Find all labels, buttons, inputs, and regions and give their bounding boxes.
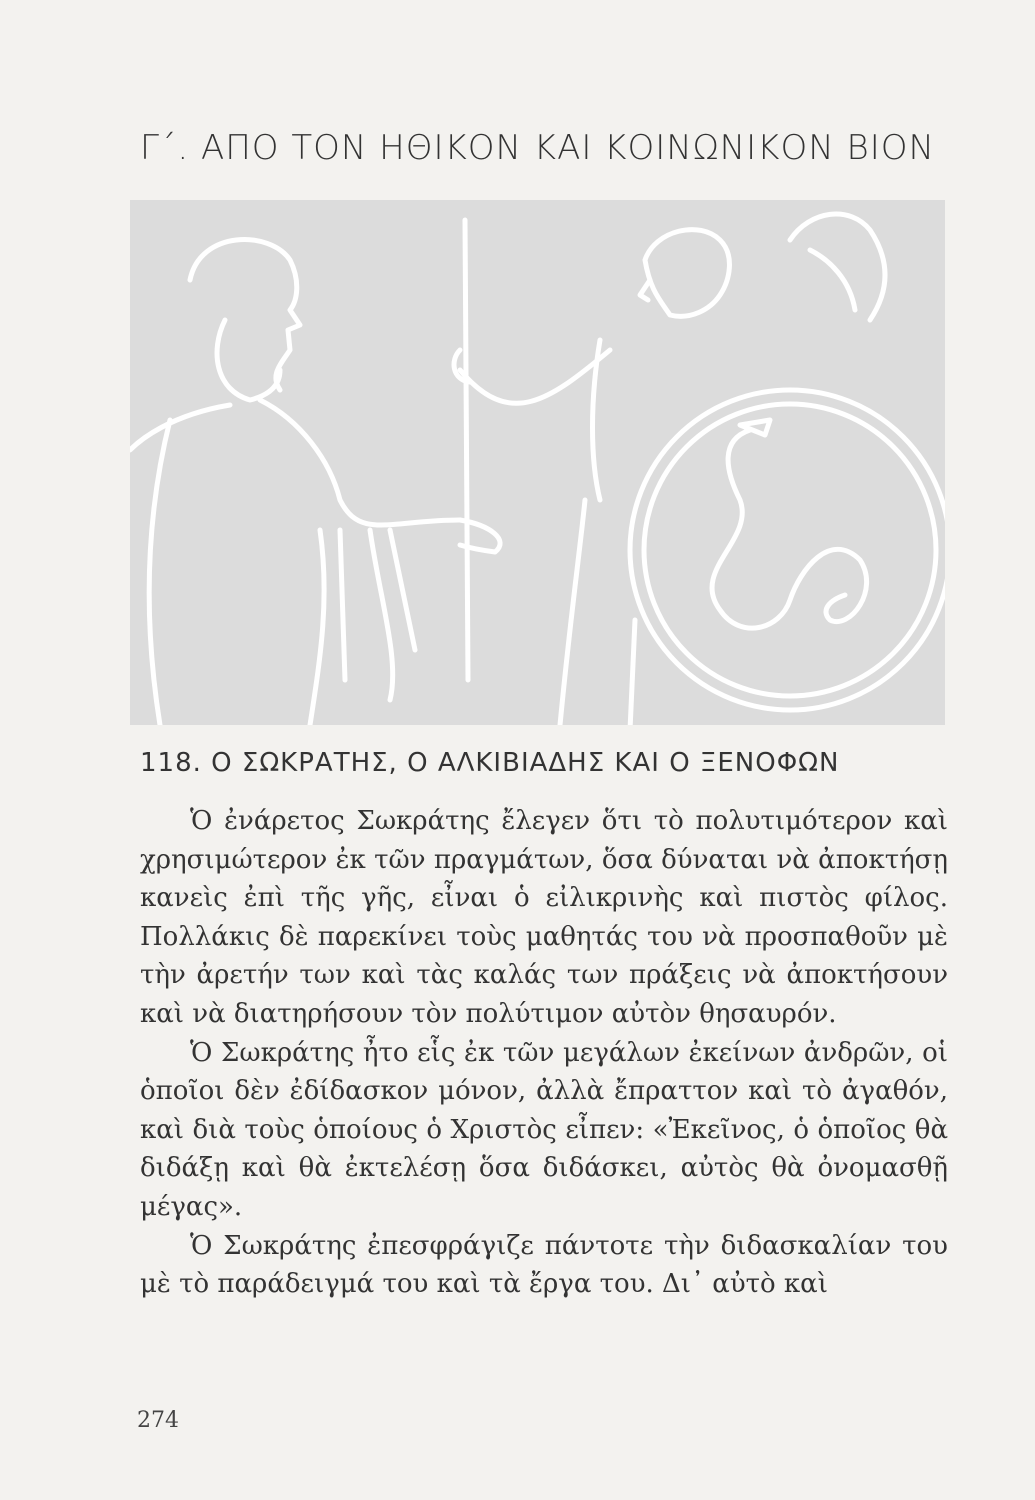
chapter-title: 118. Ο ΣΩΚΡΑΤΗΣ, Ο ΑΛΚΙΒΙΑΔΗΣ ΚΑΙ Ο ΞΕΝΟΦΩΝ: [140, 748, 840, 778]
vase-painting-drawing: [130, 200, 945, 725]
section-title: Γ΄. ΑΠΟ ΤΟΝ ΗΘΙΚΟΝ ΚΑΙ ΚΟΙΝΩΝΙΚΟΝ ΒΙΟΝ: [140, 128, 935, 168]
illustration-socrates-alcibiades: [130, 200, 945, 725]
paragraph-2: Ὁ Σωκράτης ἦτο εἷς ἐκ τῶν μεγάλων ἐκείνων ἀνδρῶν, οἱ ὁποῖοι δὲν ἐδίδασκον μόνον, ἀλλὰ ἔπραττον καὶ τὸ ἀγαθόν, καὶ διὰ τοὺς ὁποίους ὁ Χριστὸς εἶπεν: «Ἐκεῖνος, ὁ ὁποῖος θὰ διδάξῃ καὶ θὰ ἐκτελέσῃ ὅσα διδάσκει, αὐτὸς θὰ ὀνομασθῇ μέγας».: [140, 1037, 948, 1222]
spear: [465, 220, 468, 680]
paragraph-1: Ὁ ἐνάρετος Σωκράτης ἔλεγεν ὅτι τὸ πολυτιμότερον καὶ χρησιμώτερον ἐκ τῶν πραγμάτων, ὅσα δύναται νὰ ἀποκτήσῃ κανεὶς ἐπὶ τῆς γῆς, εἶναι ὁ εἰλικρινὴς καὶ πιστὸς φίλος. Πολλάκις δὲ παρεκίνει τοὺς μαθητάς του νὰ προσπαθοῦν μὲ τὴν ἀρετήν των καὶ τὰς καλάς των πράξεις νὰ ἀποκτήσουν καὶ νὰ διατηρήσουν τὸν πολύτιμον αὐτὸν θησαυρόν.: [140, 806, 948, 1029]
paragraph-3: Ὁ Σωκράτης ἐπεσφράγιζε πάντοτε τὴν διδασκαλίαν του μὲ τὸ παράδειγμά του καὶ τὰ ἔργα του. Δι᾽ αὐτὸ καὶ: [140, 1230, 948, 1300]
page-number: 274: [137, 1408, 179, 1433]
body-text: [140, 802, 948, 1304]
